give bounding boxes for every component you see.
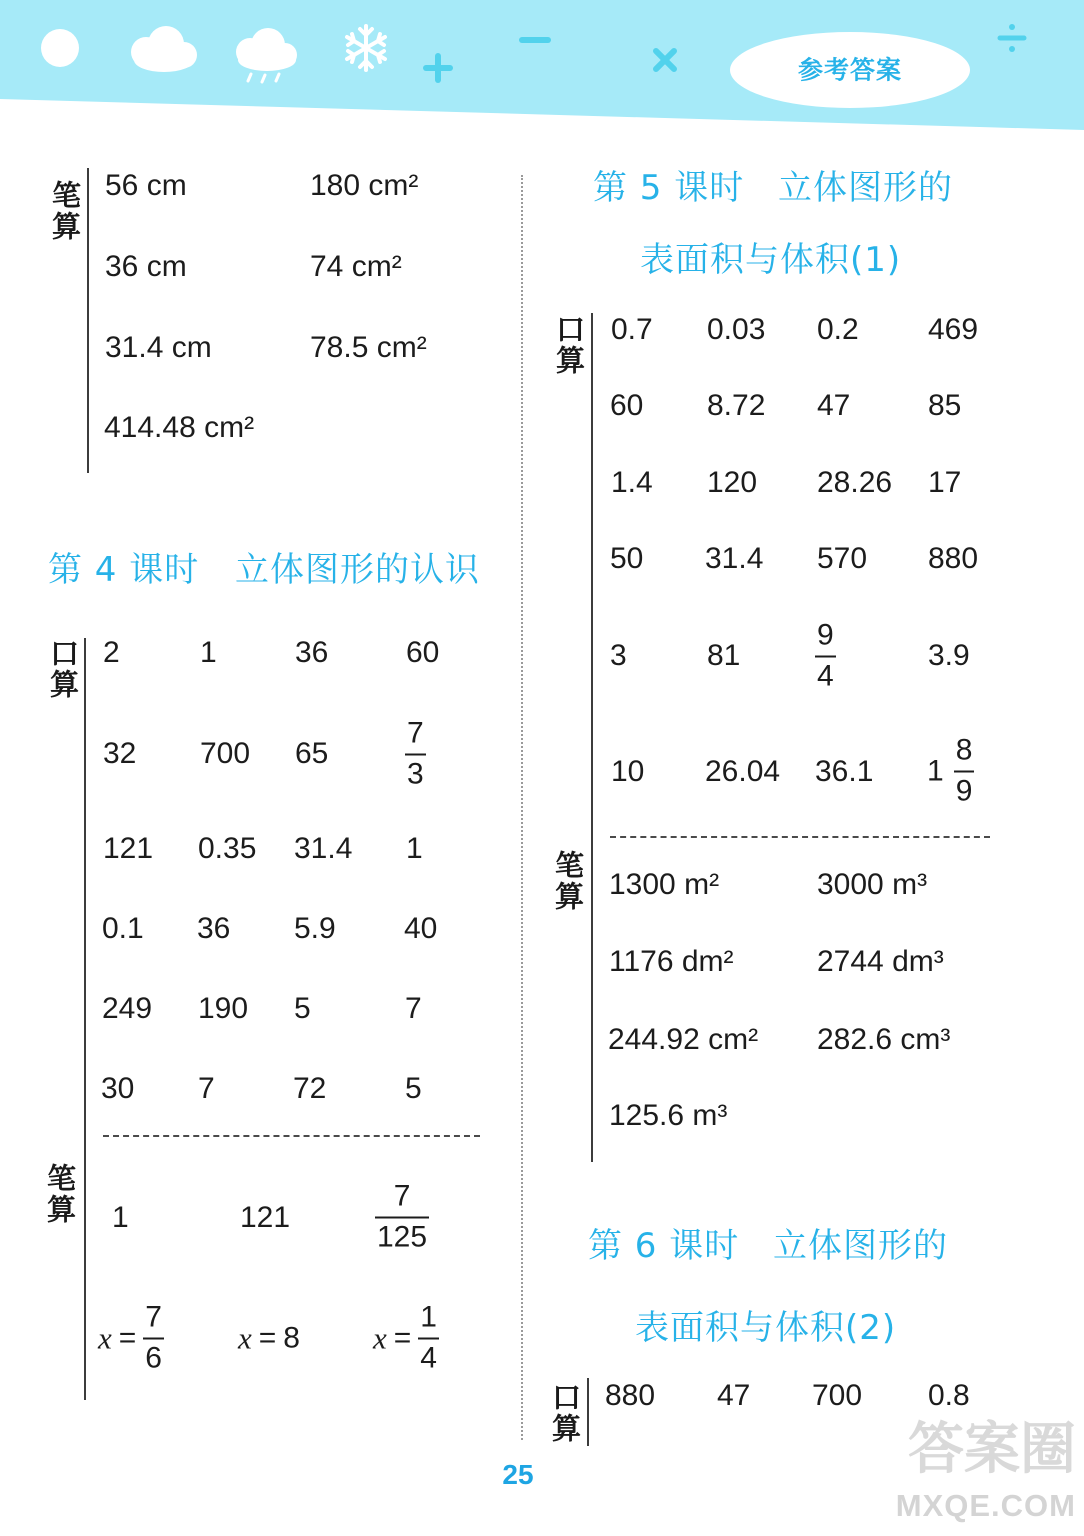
oral-answer: 880 (928, 542, 979, 575)
watermark-logo: 答案圈 (908, 1417, 1076, 1482)
oral-answer: 1.4 (611, 466, 653, 499)
oral-answer: 0.1 (102, 912, 144, 945)
written-answer: 3000 m³ (817, 868, 928, 901)
written-answer: 36 cm (105, 250, 187, 283)
fraction-numerator: 7 (407, 716, 424, 750)
fraction-numerator: 8 (955, 733, 973, 767)
fraction-denominator: 6 (145, 1341, 162, 1374)
oral-answer: 7 (405, 992, 422, 1025)
oral-answer: 0.2 (817, 313, 859, 346)
oral-answer: 700 (200, 737, 251, 770)
oral-answer: 190 (198, 992, 249, 1025)
oral-answer: 36 (197, 912, 231, 945)
fraction-answer (815, 619, 836, 694)
oral-answer: 85 (928, 389, 962, 422)
oral-answer: 469 (928, 313, 979, 346)
lesson-title: 立体图形的 (778, 168, 953, 208)
oral-answer: 40 (404, 912, 438, 945)
lesson-number: 第 6 课时 (588, 1226, 740, 1266)
fraction-numerator: 9 (817, 618, 834, 652)
fraction-numerator: 7 (393, 1179, 411, 1213)
oral-answer: 28.26 (817, 466, 893, 499)
fraction-bar (375, 1216, 429, 1218)
fraction-answer (405, 717, 426, 792)
oral-answer: 121 (103, 832, 154, 865)
column-divider (521, 175, 523, 1440)
oral-answer: 60 (610, 389, 644, 422)
oral-answer: 5 (405, 1072, 422, 1105)
written-answer: 1 (112, 1201, 129, 1234)
sun-icon (41, 29, 79, 67)
written-answer: 31.4 cm (105, 331, 212, 364)
oral-answer: 47 (817, 389, 851, 422)
written-answer: 244.92 cm² (608, 1023, 759, 1056)
fraction-bar (143, 1337, 164, 1339)
fraction-denominator: 9 (955, 774, 973, 807)
oral-answer: 700 (812, 1379, 863, 1412)
written-calc-label: 笔算 (48, 180, 82, 242)
oral-answer: 249 (102, 992, 153, 1025)
oral-answer: 0.03 (707, 313, 766, 346)
oral-answer: 36.1 (815, 755, 874, 788)
fraction-numerator: 1 (420, 1300, 437, 1334)
oral-calc-label: 口算 (548, 1382, 582, 1444)
variable: x (238, 1320, 252, 1356)
section-rule (84, 638, 86, 1400)
written-answer: 1176 dm² (609, 945, 734, 978)
oral-answer: 0.35 (198, 832, 257, 865)
oral-answer: 8.72 (707, 389, 766, 422)
fraction-denominator: 3 (407, 757, 424, 790)
fraction-bar (405, 753, 426, 755)
oral-answer: 72 (293, 1072, 327, 1105)
equals-sign: = (118, 1321, 137, 1354)
written-answer: 180 cm² (310, 169, 419, 202)
oral-answer: 1 (406, 832, 423, 865)
oral-answer: 3 (610, 639, 627, 672)
equation-answer (238, 1320, 300, 1356)
fraction-numerator: 7 (145, 1300, 162, 1334)
mixed-whole: 1 (927, 754, 944, 787)
oral-answer: 36 (295, 636, 329, 669)
watermark-site: MXQE.COM (895, 1488, 1076, 1523)
oral-calc-label: 口算 (46, 638, 80, 700)
written-answer: 121 (240, 1201, 291, 1234)
oral-answer: 570 (817, 542, 868, 575)
written-answer: 56 cm (105, 169, 187, 202)
oral-answer: 81 (707, 639, 741, 672)
lesson-number: 第 4 课时 (48, 550, 200, 590)
mixed-number-answer (927, 734, 974, 809)
written-answer: 125.6 m³ (609, 1099, 728, 1132)
oral-answer: 60 (406, 636, 440, 669)
oral-answer: 47 (717, 1379, 751, 1412)
fraction-bar (418, 1337, 439, 1339)
equation-value: 8 (283, 1321, 300, 1354)
oral-answer: 3.9 (928, 639, 970, 672)
written-answer: 74 cm² (310, 250, 402, 283)
fraction-bar (815, 655, 836, 657)
equation-answer (98, 1301, 164, 1376)
section-rule (87, 168, 89, 473)
section-rule (591, 313, 593, 1162)
section-rule (587, 1378, 589, 1446)
written-answer: 414.48 cm² (104, 411, 255, 444)
written-calc-label: 笔算 (43, 1163, 77, 1225)
equals-sign: = (258, 1321, 277, 1354)
oral-answer: 0.8 (928, 1379, 970, 1412)
fraction-denominator: 125 (377, 1220, 428, 1253)
variable: x (373, 1320, 387, 1356)
fraction-denominator: 4 (420, 1341, 437, 1374)
oral-answer: 31.4 (705, 542, 764, 575)
oral-answer: 2 (103, 636, 120, 669)
oral-answer: 32 (103, 737, 137, 770)
equation-answer (373, 1301, 439, 1376)
oral-answer: 1 (200, 636, 217, 669)
oral-answer: 880 (605, 1379, 656, 1412)
section-separator (610, 836, 990, 838)
oral-answer: 0.7 (611, 313, 653, 346)
fraction-denominator: 4 (817, 659, 834, 692)
written-answer: 2744 dm³ (817, 945, 944, 978)
equals-sign: = (393, 1321, 412, 1354)
fraction-answer (375, 1180, 429, 1255)
oral-answer: 31.4 (294, 832, 353, 865)
written-calc-label: 笔算 (551, 850, 585, 912)
lesson-title: 立体图形的认识 (235, 550, 480, 590)
lesson-title: 立体图形的 (773, 1226, 948, 1266)
oral-answer: 17 (928, 466, 962, 499)
oral-answer: 30 (101, 1072, 135, 1105)
variable: x (98, 1320, 112, 1356)
fraction (418, 1301, 439, 1376)
lesson-title-line2: 表面积与体积(1) (640, 240, 902, 280)
oral-answer: 5 (294, 992, 311, 1025)
answer-key-badge: 参考答案 (797, 55, 902, 85)
section-separator (103, 1135, 480, 1137)
oral-answer: 26.04 (705, 755, 781, 788)
page-number: 25 (502, 1459, 534, 1490)
oral-calc-label: 口算 (552, 314, 586, 376)
oral-answer: 120 (707, 466, 758, 499)
oral-answer: 50 (610, 542, 644, 575)
oral-answer: 5.9 (294, 912, 336, 945)
written-answer: 282.6 cm³ (817, 1023, 951, 1056)
fraction (954, 734, 975, 809)
oral-answer: 10 (611, 755, 645, 788)
lesson-number: 第 5 课时 (593, 168, 745, 208)
oral-answer: 7 (198, 1072, 215, 1105)
oral-answer: 65 (295, 737, 329, 770)
written-answer: 1300 m² (609, 868, 720, 901)
fraction (143, 1301, 164, 1376)
lesson-title-line2: 表面积与体积(2) (635, 1308, 897, 1348)
written-answer: 78.5 cm² (310, 331, 427, 364)
fraction-bar (954, 770, 975, 772)
